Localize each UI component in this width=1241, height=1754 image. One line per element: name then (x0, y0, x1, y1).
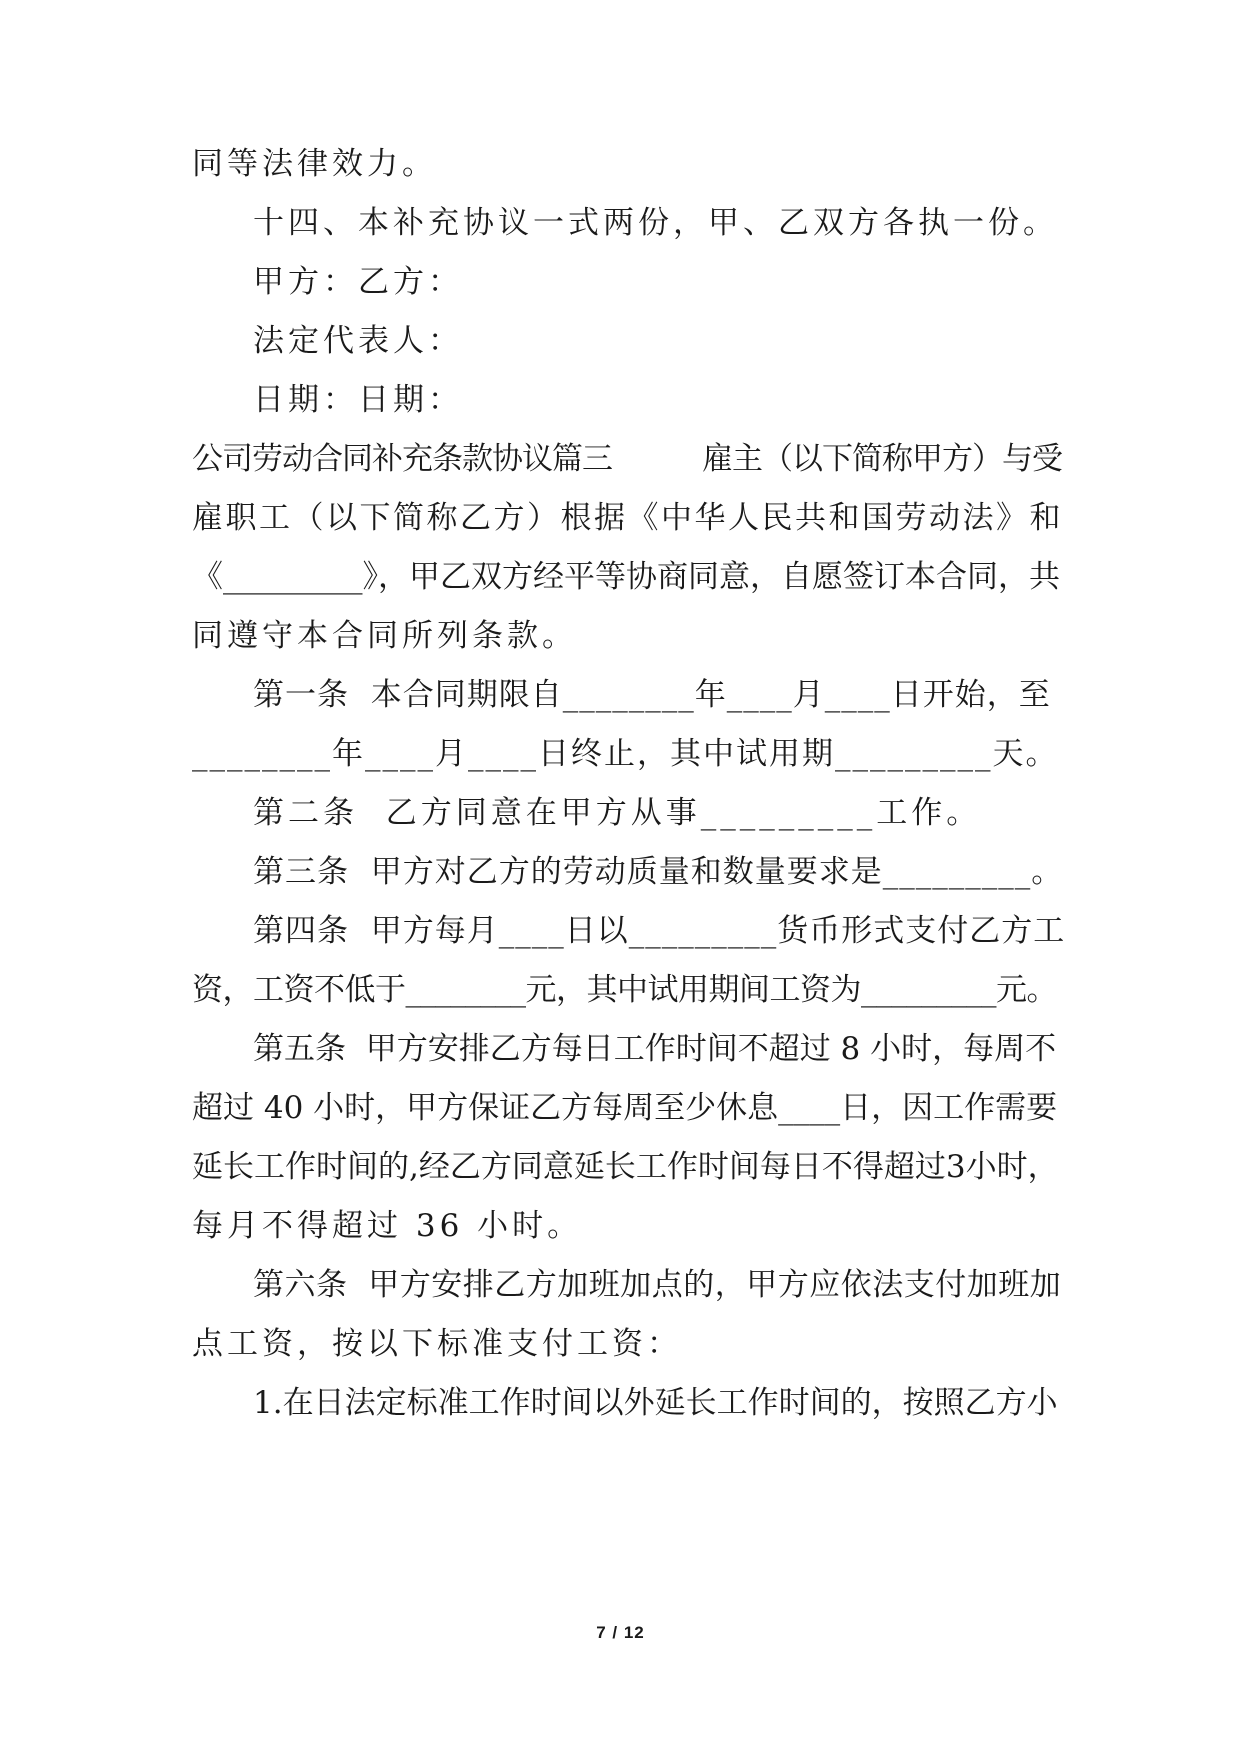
text-line: 每月不得超过 36 小时。 (192, 1208, 583, 1244)
section-heading-line: 公司劳动合同补充条款协议篇三 雇主（以下简称甲方）与受 (192, 441, 1062, 477)
text-line: 第三条 甲方对乙方的劳动质量和数量要求是_________。 (253, 854, 1064, 890)
text-line: 同等法律效力。 (192, 146, 437, 182)
text-line: 第六条 甲方安排乙方加班加点的，甲方应依法支付加班加 (253, 1267, 1062, 1303)
text-line: 同遵守本合同所列条款。 (192, 618, 577, 654)
text-line: 日期：日期： (253, 382, 463, 418)
text-line: 雇职工（以下简称乙方）根据《中华人民共和国劳动法》和 (192, 500, 1063, 536)
text-line: 第二条 乙方同意在甲方从事_________工作。 (253, 795, 982, 831)
text-line: 第一条 本合同期限自________年____月____日开始，至 (253, 677, 1051, 713)
text-line: 第四条 甲方每月____日以_________货币形式支付乙方工 (253, 913, 1066, 949)
text-line: 资，工资不低于________元，其中试用期间工资为_________元。 (192, 972, 1057, 1008)
text-line: 点工资，按以下标准支付工资： (192, 1326, 682, 1362)
text-line: 《_________》，甲乙双方经平等协商同意，自愿签订本合同，共 (192, 559, 1060, 595)
text-line: 1.在日法定标准工作时间以外延长工作时间的，按照乙方小 (253, 1385, 1058, 1421)
text-line: 延长工作时间的,经乙方同意延长工作时间每日不得超过3小时， (192, 1149, 1059, 1185)
text-line: 超过 40 小时，甲方保证乙方每周至少休息____日，因工作需要 (192, 1090, 1058, 1126)
text-line: 第五条 甲方安排乙方每日工作时间不超过 8 小时，每周不 (253, 1031, 1057, 1067)
text-line: 甲方：乙方： (253, 264, 463, 300)
text-line: 法定代表人： (253, 323, 463, 359)
text-line: ________年____月____日终止，其中试用期_________天。 (192, 736, 1059, 772)
text-line: 十四、本补充协议一式两份，甲、乙双方各执一份。 (253, 205, 1058, 241)
page-number: 7 / 12 (596, 1623, 645, 1642)
